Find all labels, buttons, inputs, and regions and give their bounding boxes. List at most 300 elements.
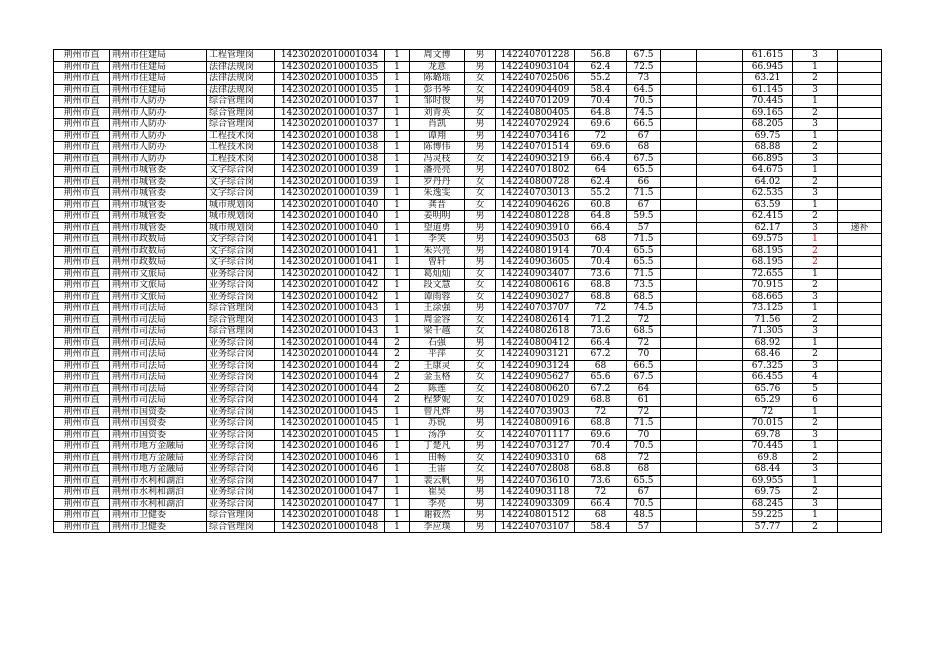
cell-blank-a[interactable] bbox=[661, 268, 697, 280]
cell-position-code[interactable]: 14230202010001044 bbox=[275, 349, 385, 361]
cell-quota[interactable]: 1 bbox=[385, 73, 410, 85]
cell-rank[interactable]: 2 bbox=[793, 73, 838, 85]
cell-remark[interactable] bbox=[838, 73, 882, 85]
cell-region[interactable]: 荆州市直 bbox=[54, 291, 110, 303]
cell-interview-score[interactable]: 65.5 bbox=[627, 245, 661, 257]
cell-exam-id[interactable]: 142240800616 bbox=[496, 280, 575, 292]
cell-written-score[interactable]: 64 bbox=[575, 165, 627, 177]
cell-written-score[interactable]: 66.4 bbox=[575, 498, 627, 510]
cell-position-code[interactable]: 14230202010001045 bbox=[275, 429, 385, 441]
cell-blank-b[interactable] bbox=[697, 73, 743, 85]
cell-rank[interactable]: 2 bbox=[793, 418, 838, 430]
cell-blank-a[interactable] bbox=[661, 142, 697, 154]
cell-candidate-name[interactable]: 田畅 bbox=[410, 452, 465, 464]
cell-blank-b[interactable] bbox=[697, 337, 743, 349]
cell-blank-b[interactable] bbox=[697, 521, 743, 533]
cell-gender[interactable]: 男 bbox=[465, 521, 496, 533]
cell-quota[interactable]: 1 bbox=[385, 50, 410, 62]
cell-gender[interactable]: 男 bbox=[465, 142, 496, 154]
cell-remark[interactable] bbox=[838, 165, 882, 177]
cell-total-score[interactable]: 62.17 bbox=[743, 222, 793, 234]
cell-candidate-name[interactable]: 朱兴亮 bbox=[410, 245, 465, 257]
cell-rank[interactable]: 2 bbox=[793, 245, 838, 257]
cell-region[interactable]: 荆州市直 bbox=[54, 119, 110, 131]
cell-unit[interactable]: 荆州市地方金融局 bbox=[110, 464, 207, 476]
cell-candidate-name[interactable]: 潘亮亮 bbox=[410, 165, 465, 177]
cell-blank-a[interactable] bbox=[661, 257, 697, 269]
cell-unit[interactable]: 荆州市城管委 bbox=[110, 199, 207, 211]
cell-remark[interactable] bbox=[838, 326, 882, 338]
cell-exam-id[interactable]: 142240703610 bbox=[496, 475, 575, 487]
cell-unit[interactable]: 荆州市城管委 bbox=[110, 188, 207, 200]
cell-position-code[interactable]: 14230202010001034 bbox=[275, 50, 385, 62]
cell-blank-a[interactable] bbox=[661, 130, 697, 142]
cell-gender[interactable]: 男 bbox=[465, 130, 496, 142]
cell-blank-b[interactable] bbox=[697, 372, 743, 384]
cell-blank-b[interactable] bbox=[697, 475, 743, 487]
cell-quota[interactable]: 1 bbox=[385, 96, 410, 108]
cell-rank[interactable]: 1 bbox=[793, 510, 838, 522]
cell-region[interactable]: 荆州市直 bbox=[54, 326, 110, 338]
cell-rank[interactable]: 3 bbox=[793, 50, 838, 62]
cell-blank-a[interactable] bbox=[661, 349, 697, 361]
cell-total-score[interactable]: 65.29 bbox=[743, 395, 793, 407]
cell-unit[interactable]: 荆州市住建局 bbox=[110, 50, 207, 62]
cell-exam-id[interactable]: 142240703013 bbox=[496, 188, 575, 200]
cell-unit[interactable]: 荆州市司法局 bbox=[110, 383, 207, 395]
cell-unit[interactable]: 荆州市司法局 bbox=[110, 314, 207, 326]
cell-remark[interactable] bbox=[838, 498, 882, 510]
cell-blank-b[interactable] bbox=[697, 349, 743, 361]
cell-remark[interactable] bbox=[838, 452, 882, 464]
cell-quota[interactable]: 1 bbox=[385, 61, 410, 73]
cell-blank-a[interactable] bbox=[661, 222, 697, 234]
cell-remark[interactable] bbox=[838, 383, 882, 395]
cell-position-code[interactable]: 14230202010001045 bbox=[275, 418, 385, 430]
cell-position[interactable]: 城市规划岗 bbox=[207, 211, 275, 223]
cell-unit[interactable]: 荆州市司法局 bbox=[110, 349, 207, 361]
cell-position[interactable]: 业务综合岗 bbox=[207, 291, 275, 303]
cell-gender[interactable]: 男 bbox=[465, 61, 496, 73]
cell-quota[interactable]: 1 bbox=[385, 199, 410, 211]
cell-position[interactable]: 业务综合岗 bbox=[207, 280, 275, 292]
cell-exam-id[interactable]: 142240905627 bbox=[496, 372, 575, 384]
cell-position[interactable]: 工程技术岗 bbox=[207, 130, 275, 142]
cell-gender[interactable]: 女 bbox=[465, 452, 496, 464]
cell-position-code[interactable]: 14230202010001046 bbox=[275, 452, 385, 464]
cell-exam-id[interactable]: 142240903027 bbox=[496, 291, 575, 303]
cell-total-score[interactable]: 70.915 bbox=[743, 280, 793, 292]
cell-position[interactable]: 文字综合岗 bbox=[207, 188, 275, 200]
cell-position[interactable]: 业务综合岗 bbox=[207, 395, 275, 407]
cell-position-code[interactable]: 14230202010001044 bbox=[275, 383, 385, 395]
cell-unit[interactable]: 荆州市水利和湖泊 bbox=[110, 487, 207, 499]
cell-written-score[interactable]: 70.4 bbox=[575, 441, 627, 453]
cell-position-code[interactable]: 14230202010001042 bbox=[275, 268, 385, 280]
cell-rank[interactable]: 3 bbox=[793, 119, 838, 131]
cell-position[interactable]: 综合管理岗 bbox=[207, 521, 275, 533]
cell-gender[interactable]: 男 bbox=[465, 498, 496, 510]
cell-unit[interactable]: 荆州市人防办 bbox=[110, 130, 207, 142]
cell-candidate-name[interactable]: 邹时俊 bbox=[410, 96, 465, 108]
cell-exam-id[interactable]: 142240801228 bbox=[496, 211, 575, 223]
cell-blank-b[interactable] bbox=[697, 61, 743, 73]
cell-interview-score[interactable]: 72 bbox=[627, 406, 661, 418]
cell-unit[interactable]: 荆州市文旅局 bbox=[110, 268, 207, 280]
cell-blank-b[interactable] bbox=[697, 222, 743, 234]
cell-blank-b[interactable] bbox=[697, 452, 743, 464]
cell-unit[interactable]: 荆州市水利和湖泊 bbox=[110, 498, 207, 510]
cell-gender[interactable]: 女 bbox=[465, 429, 496, 441]
cell-gender[interactable]: 女 bbox=[465, 199, 496, 211]
cell-written-score[interactable]: 68 bbox=[575, 452, 627, 464]
cell-region[interactable]: 荆州市直 bbox=[54, 521, 110, 533]
cell-quota[interactable]: 1 bbox=[385, 84, 410, 96]
cell-remark[interactable] bbox=[838, 199, 882, 211]
cell-unit[interactable]: 荆州市城管委 bbox=[110, 222, 207, 234]
cell-quota[interactable]: 1 bbox=[385, 521, 410, 533]
cell-blank-a[interactable] bbox=[661, 475, 697, 487]
cell-position-code[interactable]: 14230202010001041 bbox=[275, 245, 385, 257]
cell-position[interactable]: 文字综合岗 bbox=[207, 245, 275, 257]
cell-remark[interactable] bbox=[838, 337, 882, 349]
cell-position[interactable]: 业务综合岗 bbox=[207, 452, 275, 464]
cell-written-score[interactable]: 55.2 bbox=[575, 73, 627, 85]
cell-remark[interactable] bbox=[838, 176, 882, 188]
cell-blank-a[interactable] bbox=[661, 291, 697, 303]
cell-blank-a[interactable] bbox=[661, 326, 697, 338]
cell-gender[interactable]: 男 bbox=[465, 510, 496, 522]
cell-remark[interactable] bbox=[838, 211, 882, 223]
cell-interview-score[interactable]: 67 bbox=[627, 130, 661, 142]
cell-gender[interactable]: 女 bbox=[465, 153, 496, 165]
cell-written-score[interactable]: 68.8 bbox=[575, 418, 627, 430]
cell-blank-b[interactable] bbox=[697, 245, 743, 257]
cell-interview-score[interactable]: 67 bbox=[627, 487, 661, 499]
cell-rank[interactable]: 3 bbox=[793, 84, 838, 96]
cell-blank-b[interactable] bbox=[697, 441, 743, 453]
cell-written-score[interactable]: 70.4 bbox=[575, 96, 627, 108]
cell-candidate-name[interactable]: 望道勇 bbox=[410, 222, 465, 234]
cell-region[interactable]: 荆州市直 bbox=[54, 96, 110, 108]
cell-blank-b[interactable] bbox=[697, 107, 743, 119]
cell-written-score[interactable]: 67.2 bbox=[575, 349, 627, 361]
cell-quota[interactable]: 1 bbox=[385, 464, 410, 476]
cell-position[interactable]: 业务综合岗 bbox=[207, 475, 275, 487]
cell-rank[interactable]: 2 bbox=[793, 521, 838, 533]
cell-blank-a[interactable] bbox=[661, 383, 697, 395]
cell-region[interactable]: 荆州市直 bbox=[54, 303, 110, 315]
cell-interview-score[interactable]: 71.5 bbox=[627, 418, 661, 430]
cell-interview-score[interactable]: 72 bbox=[627, 452, 661, 464]
cell-rank[interactable]: 5 bbox=[793, 383, 838, 395]
cell-candidate-name[interactable]: 李笑 bbox=[410, 234, 465, 246]
cell-quota[interactable]: 1 bbox=[385, 268, 410, 280]
cell-blank-a[interactable] bbox=[661, 510, 697, 522]
cell-blank-b[interactable] bbox=[697, 268, 743, 280]
cell-position-code[interactable]: 14230202010001039 bbox=[275, 165, 385, 177]
cell-candidate-name[interactable]: 裴云帆 bbox=[410, 475, 465, 487]
cell-interview-score[interactable]: 48.5 bbox=[627, 510, 661, 522]
cell-blank-b[interactable] bbox=[697, 487, 743, 499]
cell-position[interactable]: 工程管理岗 bbox=[207, 50, 275, 62]
cell-region[interactable]: 荆州市直 bbox=[54, 84, 110, 96]
cell-candidate-name[interactable]: 陈博伟 bbox=[410, 142, 465, 154]
cell-unit[interactable]: 荆州市人防办 bbox=[110, 96, 207, 108]
cell-position-code[interactable]: 14230202010001039 bbox=[275, 176, 385, 188]
cell-interview-score[interactable]: 70.5 bbox=[627, 441, 661, 453]
cell-position-code[interactable]: 14230202010001046 bbox=[275, 441, 385, 453]
cell-rank[interactable]: 3 bbox=[793, 326, 838, 338]
cell-remark[interactable] bbox=[838, 521, 882, 533]
cell-region[interactable]: 荆州市直 bbox=[54, 441, 110, 453]
cell-remark[interactable] bbox=[838, 268, 882, 280]
cell-quota[interactable]: 1 bbox=[385, 165, 410, 177]
cell-gender[interactable]: 男 bbox=[465, 245, 496, 257]
cell-interview-score[interactable]: 66 bbox=[627, 176, 661, 188]
cell-position-code[interactable]: 14230202010001037 bbox=[275, 96, 385, 108]
cell-position-code[interactable]: 14230202010001048 bbox=[275, 510, 385, 522]
cell-total-score[interactable]: 70.015 bbox=[743, 418, 793, 430]
cell-exam-id[interactable]: 142240702924 bbox=[496, 119, 575, 131]
cell-position-code[interactable]: 14230202010001047 bbox=[275, 487, 385, 499]
cell-rank[interactable]: 2 bbox=[793, 280, 838, 292]
cell-rank[interactable]: 1 bbox=[793, 441, 838, 453]
cell-remark[interactable] bbox=[838, 303, 882, 315]
cell-quota[interactable]: 1 bbox=[385, 280, 410, 292]
cell-written-score[interactable]: 71.2 bbox=[575, 314, 627, 326]
cell-candidate-name[interactable]: 李亮 bbox=[410, 498, 465, 510]
cell-position-code[interactable]: 14230202010001043 bbox=[275, 303, 385, 315]
cell-exam-id[interactable]: 142240703416 bbox=[496, 130, 575, 142]
cell-rank[interactable]: 1 bbox=[793, 61, 838, 73]
cell-region[interactable]: 荆州市直 bbox=[54, 73, 110, 85]
cell-position[interactable]: 业务综合岗 bbox=[207, 337, 275, 349]
cell-region[interactable]: 荆州市直 bbox=[54, 395, 110, 407]
cell-region[interactable]: 荆州市直 bbox=[54, 211, 110, 223]
cell-blank-b[interactable] bbox=[697, 165, 743, 177]
cell-position[interactable]: 业务综合岗 bbox=[207, 349, 275, 361]
cell-total-score[interactable]: 72.655 bbox=[743, 268, 793, 280]
cell-unit[interactable]: 荆州市文旅局 bbox=[110, 291, 207, 303]
cell-total-score[interactable]: 69.165 bbox=[743, 107, 793, 119]
cell-position-code[interactable]: 14230202010001035 bbox=[275, 73, 385, 85]
cell-gender[interactable]: 男 bbox=[465, 406, 496, 418]
cell-candidate-name[interactable]: 谢筱然 bbox=[410, 510, 465, 522]
cell-gender[interactable]: 女 bbox=[465, 73, 496, 85]
cell-blank-b[interactable] bbox=[697, 176, 743, 188]
cell-interview-score[interactable]: 68 bbox=[627, 464, 661, 476]
cell-total-score[interactable]: 62.415 bbox=[743, 211, 793, 223]
cell-interview-score[interactable]: 71.5 bbox=[627, 268, 661, 280]
cell-written-score[interactable]: 68.8 bbox=[575, 291, 627, 303]
cell-region[interactable]: 荆州市直 bbox=[54, 372, 110, 384]
cell-region[interactable]: 荆州市直 bbox=[54, 510, 110, 522]
cell-position-code[interactable]: 14230202010001043 bbox=[275, 326, 385, 338]
cell-region[interactable]: 荆州市直 bbox=[54, 429, 110, 441]
cell-written-score[interactable]: 68.8 bbox=[575, 464, 627, 476]
cell-remark[interactable] bbox=[838, 429, 882, 441]
cell-exam-id[interactable]: 142240903104 bbox=[496, 61, 575, 73]
cell-region[interactable]: 荆州市直 bbox=[54, 464, 110, 476]
cell-total-score[interactable]: 64.02 bbox=[743, 176, 793, 188]
cell-gender[interactable]: 男 bbox=[465, 211, 496, 223]
cell-position-code[interactable]: 14230202010001044 bbox=[275, 372, 385, 384]
cell-position[interactable]: 文字综合岗 bbox=[207, 257, 275, 269]
cell-blank-a[interactable] bbox=[661, 337, 697, 349]
cell-candidate-name[interactable]: 陈莲 bbox=[410, 383, 465, 395]
cell-written-score[interactable]: 66.4 bbox=[575, 337, 627, 349]
cell-remark[interactable] bbox=[838, 291, 882, 303]
cell-candidate-name[interactable]: 彭书琴 bbox=[410, 84, 465, 96]
cell-blank-b[interactable] bbox=[697, 96, 743, 108]
cell-rank[interactable]: 3 bbox=[793, 360, 838, 372]
cell-written-score[interactable]: 68 bbox=[575, 510, 627, 522]
cell-blank-b[interactable] bbox=[697, 464, 743, 476]
cell-position-code[interactable]: 14230202010001037 bbox=[275, 107, 385, 119]
cell-position[interactable]: 法律法规岗 bbox=[207, 73, 275, 85]
cell-remark[interactable] bbox=[838, 50, 882, 62]
cell-unit[interactable]: 荆州市人防办 bbox=[110, 142, 207, 154]
cell-candidate-name[interactable]: 苏锐 bbox=[410, 418, 465, 430]
cell-remark[interactable] bbox=[838, 395, 882, 407]
cell-region[interactable]: 荆州市直 bbox=[54, 153, 110, 165]
cell-unit[interactable]: 荆州市国资委 bbox=[110, 418, 207, 430]
cell-written-score[interactable]: 73.6 bbox=[575, 268, 627, 280]
cell-blank-a[interactable] bbox=[661, 61, 697, 73]
cell-region[interactable]: 荆州市直 bbox=[54, 314, 110, 326]
cell-written-score[interactable]: 69.6 bbox=[575, 429, 627, 441]
cell-unit[interactable]: 荆州市国资委 bbox=[110, 429, 207, 441]
cell-remark[interactable] bbox=[838, 349, 882, 361]
cell-quota[interactable]: 1 bbox=[385, 245, 410, 257]
cell-candidate-name[interactable]: 冯灵枝 bbox=[410, 153, 465, 165]
cell-position-code[interactable]: 14230202010001043 bbox=[275, 314, 385, 326]
cell-unit[interactable]: 荆州市政数局 bbox=[110, 245, 207, 257]
cell-total-score[interactable]: 63.59 bbox=[743, 199, 793, 211]
cell-written-score[interactable]: 64.8 bbox=[575, 211, 627, 223]
cell-written-score[interactable]: 73.6 bbox=[575, 326, 627, 338]
cell-candidate-name[interactable]: 金玉格 bbox=[410, 372, 465, 384]
cell-quota[interactable]: 1 bbox=[385, 119, 410, 131]
cell-position-code[interactable]: 14230202010001040 bbox=[275, 211, 385, 223]
cell-region[interactable]: 荆州市直 bbox=[54, 61, 110, 73]
cell-unit[interactable]: 荆州市人防办 bbox=[110, 119, 207, 131]
cell-position-code[interactable]: 14230202010001040 bbox=[275, 199, 385, 211]
cell-unit[interactable]: 荆州市地方金融局 bbox=[110, 452, 207, 464]
cell-region[interactable]: 荆州市直 bbox=[54, 487, 110, 499]
cell-gender[interactable]: 女 bbox=[465, 383, 496, 395]
cell-position[interactable]: 文字综合岗 bbox=[207, 234, 275, 246]
cell-written-score[interactable]: 65.6 bbox=[575, 372, 627, 384]
cell-blank-a[interactable] bbox=[661, 73, 697, 85]
cell-rank[interactable]: 1 bbox=[793, 475, 838, 487]
cell-region[interactable]: 荆州市直 bbox=[54, 199, 110, 211]
cell-gender[interactable]: 女 bbox=[465, 464, 496, 476]
cell-written-score[interactable]: 58.4 bbox=[575, 84, 627, 96]
cell-exam-id[interactable]: 142240800620 bbox=[496, 383, 575, 395]
cell-written-score[interactable]: 69.6 bbox=[575, 119, 627, 131]
cell-interview-score[interactable]: 72 bbox=[627, 337, 661, 349]
cell-position-code[interactable]: 14230202010001042 bbox=[275, 291, 385, 303]
cell-total-score[interactable]: 57.77 bbox=[743, 521, 793, 533]
cell-gender[interactable]: 男 bbox=[465, 234, 496, 246]
cell-candidate-name[interactable]: 程梦妮 bbox=[410, 395, 465, 407]
cell-interview-score[interactable]: 70 bbox=[627, 429, 661, 441]
cell-position[interactable]: 文字综合岗 bbox=[207, 165, 275, 177]
cell-interview-score[interactable]: 68 bbox=[627, 142, 661, 154]
cell-remark[interactable] bbox=[838, 61, 882, 73]
cell-position-code[interactable]: 14230202010001035 bbox=[275, 61, 385, 73]
cell-position[interactable]: 综合管理岗 bbox=[207, 326, 275, 338]
cell-rank[interactable]: 2 bbox=[793, 487, 838, 499]
cell-gender[interactable]: 男 bbox=[465, 165, 496, 177]
cell-quota[interactable]: 2 bbox=[385, 360, 410, 372]
cell-blank-b[interactable] bbox=[697, 50, 743, 62]
cell-gender[interactable]: 女 bbox=[465, 326, 496, 338]
cell-blank-b[interactable] bbox=[697, 130, 743, 142]
cell-total-score[interactable]: 68.205 bbox=[743, 119, 793, 131]
cell-position[interactable]: 综合管理岗 bbox=[207, 107, 275, 119]
cell-total-score[interactable]: 61.145 bbox=[743, 84, 793, 96]
cell-blank-a[interactable] bbox=[661, 314, 697, 326]
cell-remark[interactable] bbox=[838, 142, 882, 154]
cell-interview-score[interactable]: 61 bbox=[627, 395, 661, 407]
cell-written-score[interactable]: 72 bbox=[575, 303, 627, 315]
cell-gender[interactable]: 男 bbox=[465, 418, 496, 430]
cell-rank[interactable]: 3 bbox=[793, 429, 838, 441]
cell-written-score[interactable]: 68.8 bbox=[575, 280, 627, 292]
cell-candidate-name[interactable]: 姜明明 bbox=[410, 211, 465, 223]
cell-quota[interactable]: 1 bbox=[385, 487, 410, 499]
cell-written-score[interactable]: 58.4 bbox=[575, 521, 627, 533]
cell-interview-score[interactable]: 57 bbox=[627, 222, 661, 234]
cell-candidate-name[interactable]: 周金容 bbox=[410, 314, 465, 326]
cell-rank[interactable]: 1 bbox=[793, 268, 838, 280]
cell-region[interactable]: 荆州市直 bbox=[54, 406, 110, 418]
cell-interview-score[interactable]: 67.5 bbox=[627, 372, 661, 384]
cell-written-score[interactable]: 70.4 bbox=[575, 257, 627, 269]
cell-blank-b[interactable] bbox=[697, 498, 743, 510]
cell-gender[interactable]: 女 bbox=[465, 268, 496, 280]
cell-rank[interactable]: 2 bbox=[793, 211, 838, 223]
cell-blank-a[interactable] bbox=[661, 418, 697, 430]
cell-interview-score[interactable]: 57 bbox=[627, 521, 661, 533]
cell-unit[interactable]: 荆州市司法局 bbox=[110, 372, 207, 384]
cell-candidate-name[interactable]: 石强 bbox=[410, 337, 465, 349]
cell-exam-id[interactable]: 142240800412 bbox=[496, 337, 575, 349]
cell-blank-a[interactable] bbox=[661, 406, 697, 418]
cell-exam-id[interactable]: 142240703127 bbox=[496, 441, 575, 453]
cell-total-score[interactable]: 66.895 bbox=[743, 153, 793, 165]
cell-region[interactable]: 荆州市直 bbox=[54, 360, 110, 372]
cell-written-score[interactable]: 62.4 bbox=[575, 176, 627, 188]
cell-blank-a[interactable] bbox=[661, 395, 697, 407]
cell-blank-a[interactable] bbox=[661, 452, 697, 464]
cell-interview-score[interactable]: 73.5 bbox=[627, 280, 661, 292]
cell-gender[interactable]: 女 bbox=[465, 176, 496, 188]
cell-blank-a[interactable] bbox=[661, 429, 697, 441]
cell-rank[interactable]: 1 bbox=[793, 234, 838, 246]
cell-exam-id[interactable]: 142240701228 bbox=[496, 50, 575, 62]
cell-blank-b[interactable] bbox=[697, 326, 743, 338]
cell-total-score[interactable]: 64.675 bbox=[743, 165, 793, 177]
cell-exam-id[interactable]: 142240802618 bbox=[496, 326, 575, 338]
cell-region[interactable]: 荆州市直 bbox=[54, 234, 110, 246]
cell-rank[interactable]: 1 bbox=[793, 337, 838, 349]
cell-unit[interactable]: 荆州市地方金融局 bbox=[110, 441, 207, 453]
cell-total-score[interactable]: 63.21 bbox=[743, 73, 793, 85]
